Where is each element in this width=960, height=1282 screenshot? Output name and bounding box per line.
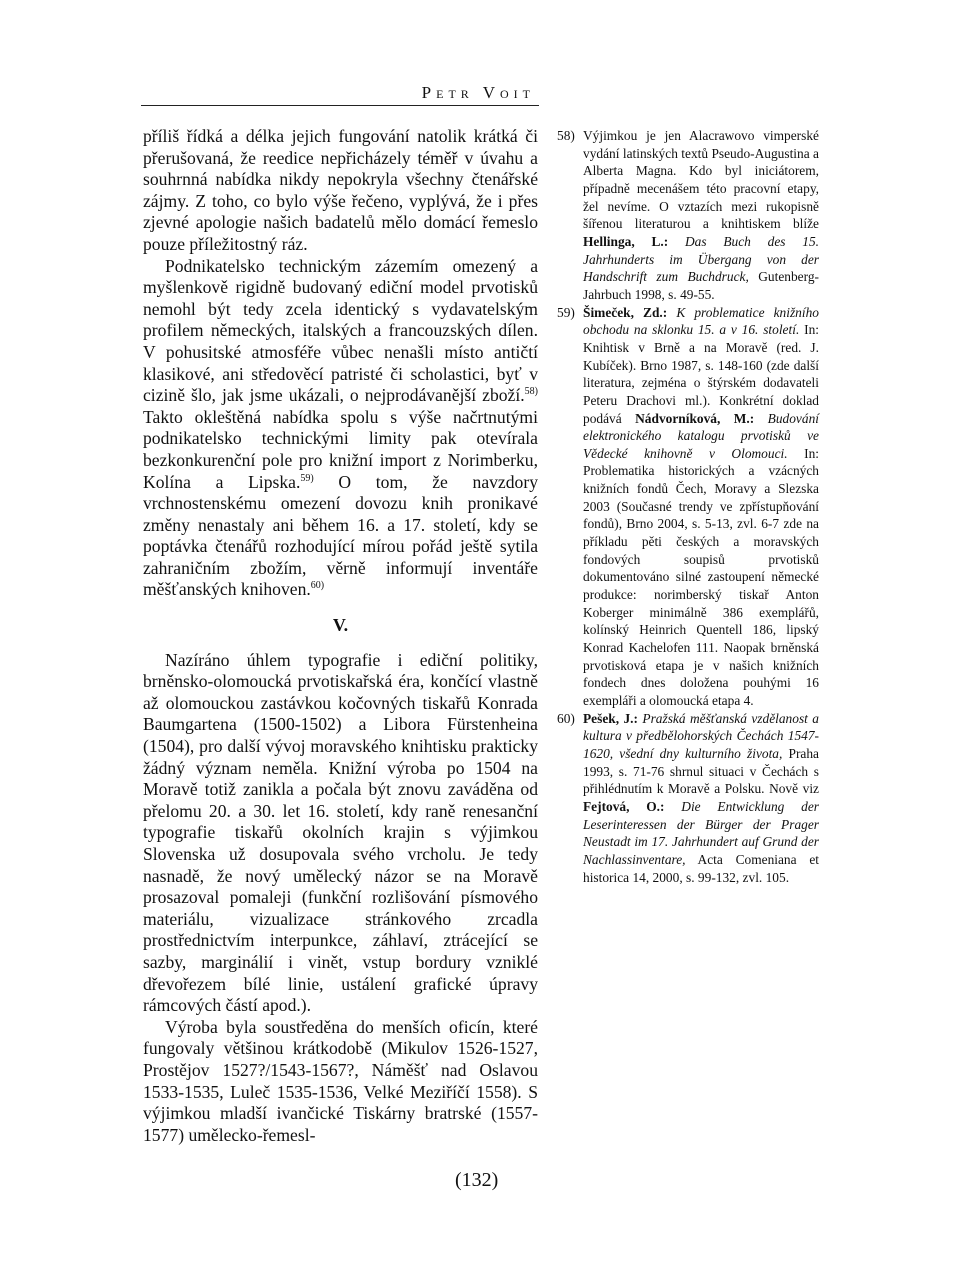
paragraph-4: Výroba byla soustředěna do menších oficín, které fungovaly většinou krátkodobě (Mikulov 1526-1527, Prostějov 1527?/1543-1567?, Náměšť nad Oslavou 1533-1535, Luleč 1535-1536, Velké Meziříčí 1558). S výjimkou mladší ivančické Tiskárny bratrské (1557-1577) umělecko-řemesl- (143, 1016, 538, 1145)
footnote-60-author-2: Fejtová, O.: (583, 798, 665, 814)
footnote-59-text-1: In: Knihtisk v Brně a na Moravě (red. J. Kubíček). Brno 1987, s. 148-160 (zde další literatura, zejména o štýrském dodavateli Peteru Drachovi ml.). Konkrétní doklad podává (583, 322, 819, 426)
footnote-number: 60) (557, 710, 575, 726)
footnote-59-title-1: K problematice knižního obchodu na sklonku 15. a v 16. století. (583, 304, 819, 338)
footnotes-column (557, 127, 819, 886)
footnote-58-title: Das Buch des 15. Jahrhunderts im Übergang von der Handschrift zum Buchdruck, (583, 233, 819, 285)
footnote-59 (557, 304, 819, 710)
footnote-58-text-1: Výjimkou je jen Alacrawovo vimperské vydání latinských textů Pseudo-Augustina a Alberta Magna. Kdo byl iniciátorem, případně mecenášem této pracovní etapy, žel nevíme. O vztazích mezi rukopisně šířenou literaturou a knihtiskem blíže (583, 128, 819, 232)
paragraph-2-part-c: O tom, že navzdory vrchnostenskému omezení dovozu knih pronikavé změny nenastaly ani během 16. a 17. století, kdy se poptávka čtenářů rozhodující mírou pořád ještě sytila zahraničním zbožím, věrně informují inventáře měšťanských knihoven. (143, 471, 538, 600)
paragraph-2-part-a: Podnikatelsko technickým zázemím omezený a myšlenkově rigidně budovaný ediční model prvotisků nemohl být tedy zcela identický s vydavatelským profilem německých, italských a francouzských dílen. V pohusitské atmosféře vůbec nenašli místo antičtí klasikové, ani středověcí patristé či scholastici, byť v cizině šlo, jak jsme ukázali, o nejprodávanější zboží. (143, 255, 538, 406)
footnote-60 (557, 710, 819, 887)
running-title: Petr Voit (421, 83, 535, 102)
footnote-59-author-1: Šimeček, Zd.: (583, 304, 668, 320)
footnote-59-author-2: Nádvorníková, M.: (635, 410, 755, 426)
footnote-ref-59[interactable]: 59) (300, 472, 314, 484)
footnote-58-author: Hellinga, L.: (583, 233, 669, 249)
paragraph-2 (143, 256, 538, 602)
footnote-text (583, 127, 819, 304)
paragraph-2-part-b: Takto okleštěná nabídka spolu s výše načrtnutými podnikatelsko technickými limity pak otevírala bezkonkurenční pole pro knižní import z Norimberku, Kolína a Lipska. (143, 406, 538, 492)
footnote-60-title-1: Pražská měšťanská vzdělanost a kultura v předbělohorských Čechách 1547-1620, všední dny kulturního života, (583, 710, 819, 761)
footnote-60-text-1: Praha 1993, s. 71-76 shrnul situaci v Čechách s přihlédnutím k Moravě a Polsku. Nově viz (583, 745, 819, 797)
footnote-60-title-2: Die Entwicklung der Leserinteressen der Bürger der Prager Neustadt im 17. Jahrhundert auf Grund der Nachlassinventare, (583, 798, 820, 867)
footnote-text (583, 710, 819, 887)
footnote-58 (557, 127, 819, 304)
paragraph-1: příliš řídká a délka jejich fungování natolik krátká či přerušovaná, že reedice nepřicházely téměř v úvahu a souhrnná nabídka nikdy nepokryla všechny čtenářské zájmy. Z toho, co bylo výše řečeno, vyplývá, že i přes zjevné apologie našich badatelů mělo domácí řemeslo pouze příležitostný ráz. (143, 126, 538, 254)
footnote-59-text-2: In: Problematika historických a vzácných knižních fondů Čech, Moravy a Slezska 2003 (Současné trendy ve zpřístupňování fondů), Brno 2004, s. 5-13, zvl. 6-7 zde na příkladu pěti českých a moravských fondových soupisů prvotisků dokumentováno silné zastoupení německé produkce: norimberský tiskař Anton Koberger minimálně 386 exemplářů, kolínský Heinrich Quentell 186, lipský Konrad Kachelofen 111. Naopak brněnská prvotisková etapa je v našich knižních fondech dnes doložena pouhými 16 exempláři a olomoucká etapa 4. (583, 445, 819, 708)
header-rule (141, 105, 539, 106)
paragraph-3: Nazíráno úhlem typografie i ediční politiky, brněnsko-olomoucká prvotiskařská éra, končící vlastně až olomouckou zastávkou kočovných tiskařů Konrada Baumgartena (1500-1502) a Libora Fürstenheina (1504), pro další vývoj moravského knihtisku prakticky žádný význam neměla. Knižní výroba po 1504 na Moravě totiž zanikla a počala být znovu zaváděna od přelomu 20. a 30. let 16. století, kdy raně renesanční typografie tiskařů okolních krajin s výjimkou Slovenska už dosupovala svého vrcholu. Je tedy nasnadě, že nový umělecký názor se na Moravě prosazoval pomaleji (funkční rozlišování písmového materiálu, vizualizace stránkového zrcadla prostřednictvím interpunkce, záhlaví, ztrácející se sazby, marginálií i vinět, vstup bordury vzniklé dřevořezem bílé linie, ustálení grafické úpravy rámcových částí apod.). (143, 649, 538, 1016)
footnote-60-author-1: Pešek, J.: (583, 710, 638, 726)
page-number: (132) (455, 1169, 499, 1191)
footnote-number: 59) (557, 304, 575, 320)
main-column (143, 126, 538, 1146)
footnote-58-text-2: Gutenberg-Jahrbuch 1998, s. 49-55. (583, 269, 819, 302)
footnote-ref-58[interactable]: 58) (524, 386, 538, 398)
footnote-60-text-2: Acta Comeniana et historica 14, 2000, s. 99-132, zvl. 105. (583, 851, 819, 885)
footnote-ref-60[interactable]: 60) (310, 580, 325, 592)
footnote-59-title-2: Budování elektronického katalogu prvotisků ve Vědecké knihovně v Olomouci. (583, 410, 819, 461)
section-heading: V. (332, 615, 349, 636)
footnote-text (583, 304, 819, 710)
footnote-number: 58) (557, 128, 575, 143)
